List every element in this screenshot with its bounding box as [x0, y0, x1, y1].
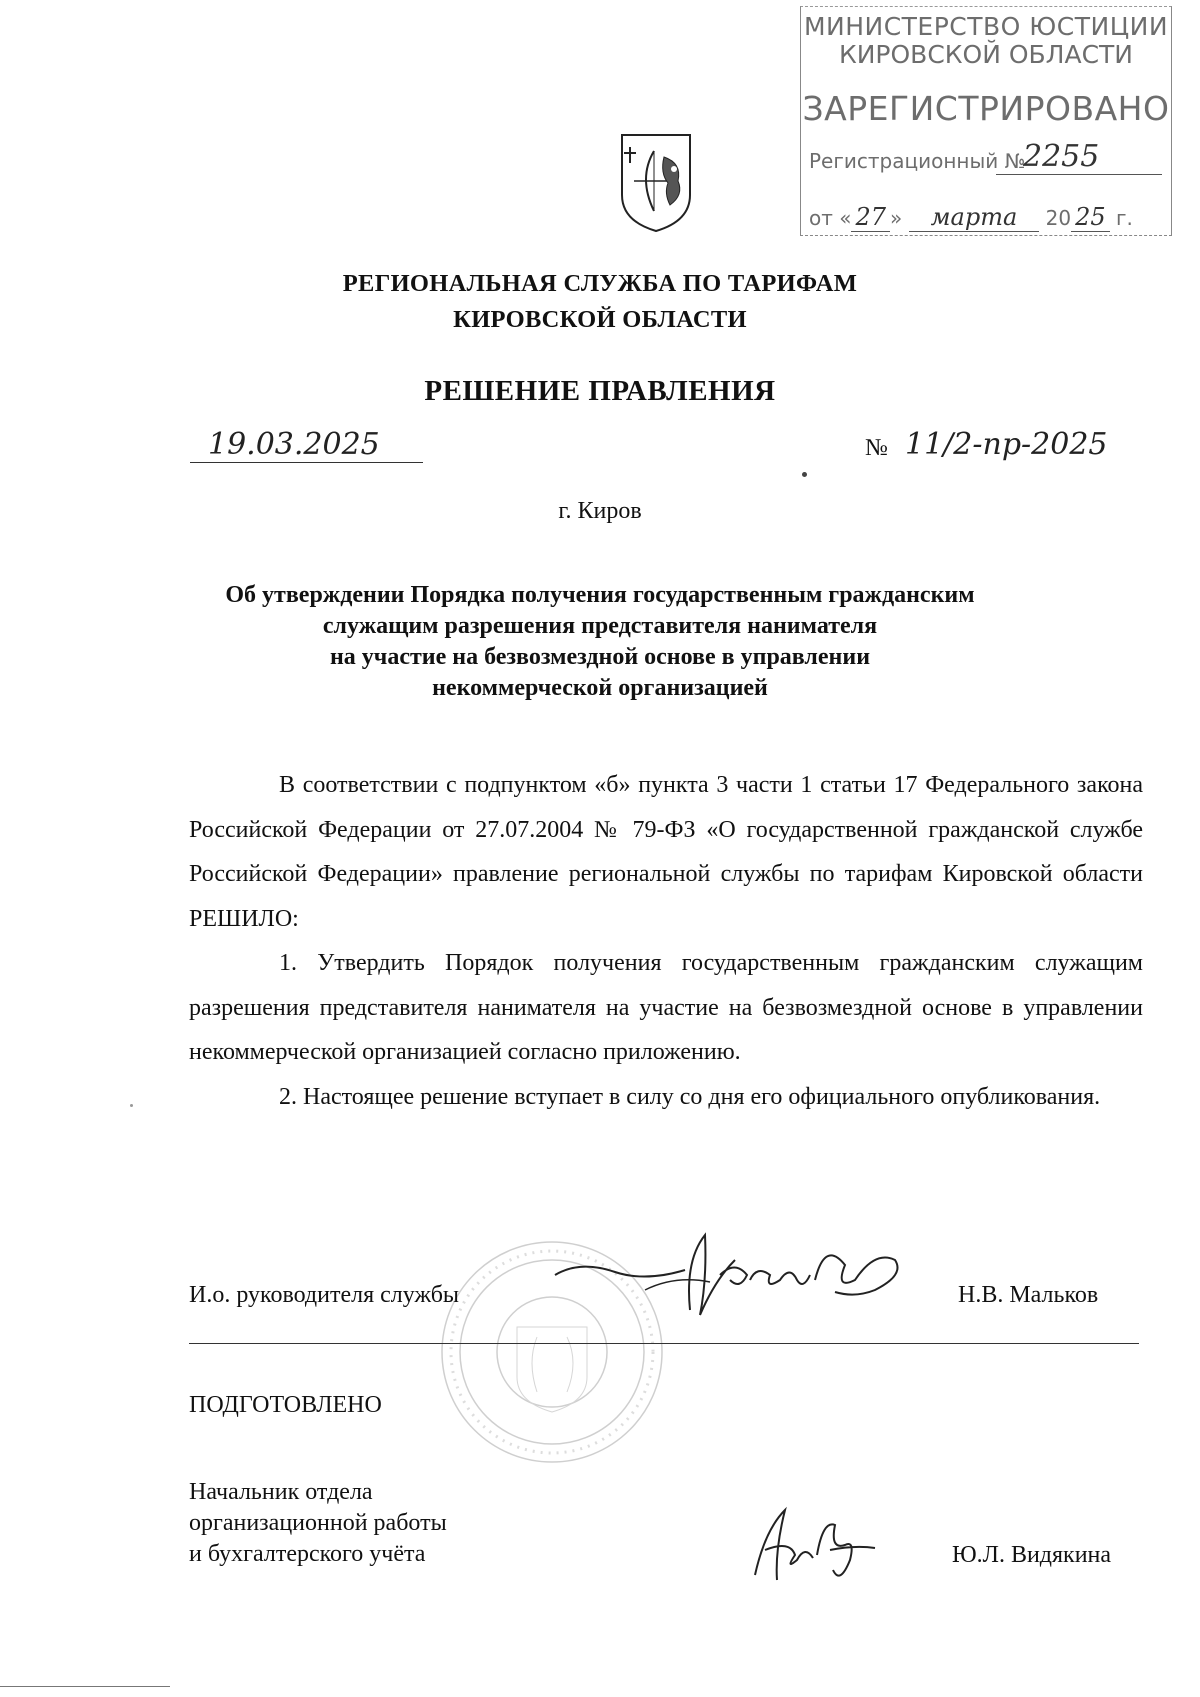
separator-line [189, 1343, 1139, 1344]
stamp-date-day: 27 [851, 203, 890, 232]
head-signature-icon [535, 1220, 935, 1330]
org-name-line1: РЕГИОНАЛЬНАЯ СЛУЖБА ПО ТАРИФАМ [342, 270, 858, 297]
registration-stamp [800, 6, 1172, 236]
document-body [189, 763, 1143, 1119]
title-line4: некоммерческой организацией [432, 675, 768, 701]
city: г. Киров [558, 498, 642, 524]
preparer-position-line2: организационной работы [189, 1510, 447, 1536]
stamp-date-prefix: от « [809, 206, 852, 230]
document-title [180, 580, 1020, 704]
document-number-label: № [865, 435, 888, 461]
preparer-signature-icon [735, 1500, 885, 1590]
stamp-ministry-line2: КИРОВСКОЙ ОБЛАСТИ [838, 40, 1134, 69]
preparer-position-line3: и бухгалтерского учёта [189, 1541, 426, 1567]
coat-of-arms-icon [620, 133, 692, 233]
head-position: И.о. руководителя службы [189, 1282, 460, 1308]
document-number: 11/2-пр-2025 [905, 427, 1108, 462]
prepared-label: ПОДГОТОВЛЕНО [189, 1392, 382, 1418]
head-name: Н.В. Мальков [958, 1282, 1099, 1308]
stamp-reg-number: 2255 [1023, 139, 1100, 174]
stamp-date-month: марта [909, 203, 1040, 232]
preparer-position-line1: Начальник отдела [189, 1479, 373, 1505]
paragraph-item-2: 2. Настоящее решение вступает в силу со дня его официального опубликования. [279, 1083, 1101, 1110]
title-line3: на участие на безвозмездной основе в управлении [329, 644, 871, 670]
title-line1: Об утверждении Порядка получения государственным гражданским [225, 582, 975, 608]
stamp-reg-label: Регистрационный № [809, 149, 1026, 173]
stamp-date-year-prefix: 20 [1045, 206, 1072, 230]
stamp-date-mid: » [890, 206, 903, 230]
preparer-position [189, 1477, 447, 1570]
stamp-status: ЗАРЕГИСТРИРОВАНО [802, 89, 1170, 128]
footnote-rule [0, 1686, 170, 1687]
stamp-date [809, 203, 1133, 231]
stamp-reg-underline [996, 174, 1162, 175]
org-name-line2: КИРОВСКОЙ ОБЛАСТИ [453, 306, 747, 333]
document-type: РЕШЕНИЕ ПРАВЛЕНИЯ [424, 375, 776, 407]
stamp-ministry-line1: МИНИСТЕРСТВО ЮСТИЦИИ [803, 12, 1169, 41]
document-date: 19.03.2025 [190, 428, 423, 463]
scan-speck [130, 1104, 133, 1107]
stamp-date-suffix: г. [1116, 206, 1133, 230]
title-line2: служащим разрешения представителя нанимателя [322, 613, 878, 639]
paragraph-item-1: 1. Утвердить Порядок получения государственным гражданским служащим разрешения представителя нанимателя на участие на безвозмездной основе в управлении некоммерческой организацией согласно приложению. [189, 950, 1143, 1065]
preparer-name: Ю.Л. Видякина [952, 1542, 1112, 1568]
stamp-date-year-suffix: 25 [1071, 203, 1110, 232]
ink-dot [802, 472, 807, 477]
paragraph-preamble: В соответствии с подпунктом «б» пункта 3 части 1 статьи 17 Федерального закона Российской Федерации от 27.07.2004 № 79-ФЗ «О государственной гражданской службе Российской Федерации» правление региональной службы по тарифам Кировской области РЕШИЛО: [189, 772, 1143, 932]
